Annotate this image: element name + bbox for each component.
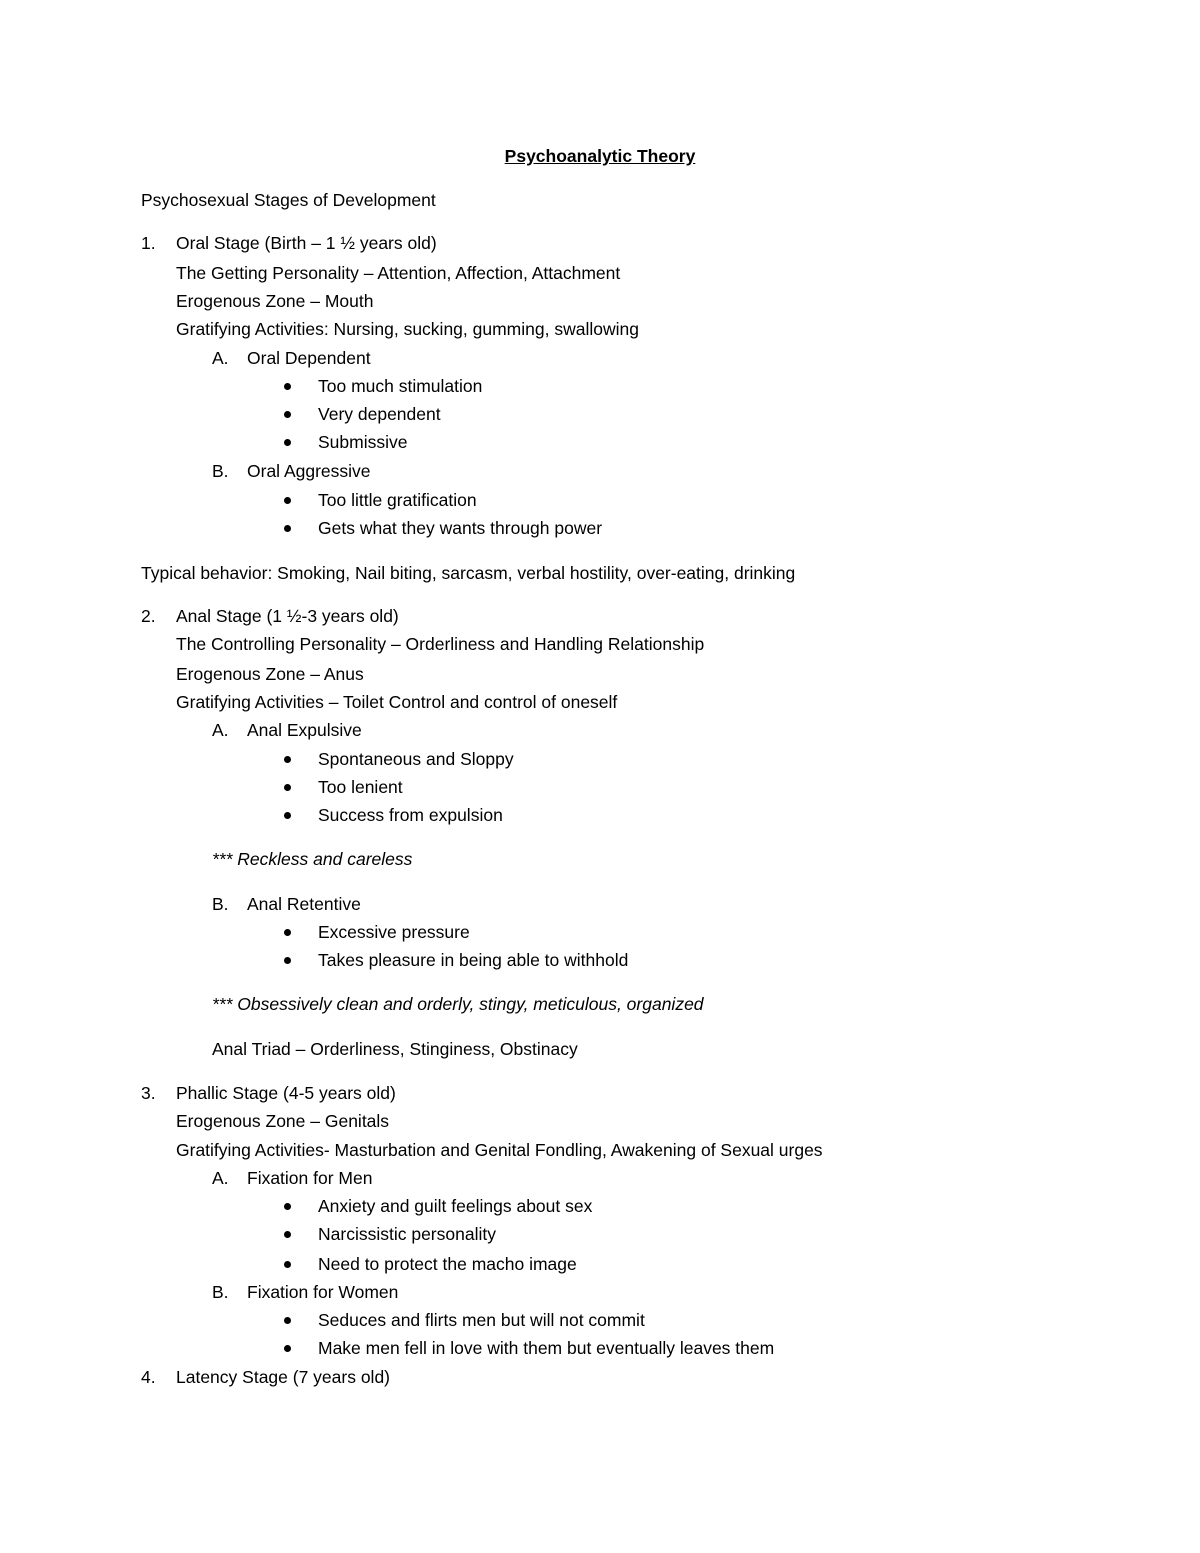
bullet-icon [284,812,291,819]
bullet-icon [284,1261,291,1268]
stage-detail: Erogenous Zone – Genitals [176,1111,390,1131]
page-title: Psychoanalytic Theory [504,146,696,166]
stage-detail: Erogenous Zone – Mouth [176,291,374,311]
list-item: Spontaneous and Sloppy [318,749,514,769]
list-item: Submissive [318,432,408,452]
bullet-icon [284,439,291,446]
bullet-icon [284,784,291,791]
typical-behavior-note: Typical behavior: Smoking, Nail biting, sarcasm, verbal hostility, over-eating, drinking [141,563,796,583]
subtype-label: Fixation for Men [247,1168,373,1188]
stage-heading: Anal Stage (1 ½-3 years old) [176,606,399,626]
subtype-note: *** Obsessively clean and orderly, stingy, meticulous, organized [212,994,704,1014]
stage-heading: Oral Stage (Birth – 1 ½ years old) [176,233,437,253]
subtype-label: Anal Retentive [247,894,361,914]
bullet-icon [284,929,291,936]
subtype-letter: B. [212,1282,229,1302]
list-item: Takes pleasure in being able to withhold [318,950,629,970]
subtype-letter: B. [212,461,229,481]
anal-triad: Anal Triad – Orderliness, Stinginess, Obstinacy [212,1039,578,1059]
bullet-icon [284,1317,291,1324]
bullet-icon [284,1203,291,1210]
list-item: Narcissistic personality [318,1224,496,1244]
bullet-icon [284,1231,291,1238]
stage-heading: Latency Stage (7 years old) [176,1367,391,1387]
list-item: Too little gratification [318,490,477,510]
list-item: Very dependent [318,404,441,424]
subtype-note: *** Reckless and careless [212,849,413,869]
bullet-icon [284,756,291,763]
bullet-icon [284,1345,291,1352]
stage-heading: Phallic Stage (4-5 years old) [176,1083,396,1103]
section-subtitle: Psychosexual Stages of Development [141,190,436,210]
subtype-label: Oral Dependent [247,348,371,368]
list-item: Success from expulsion [318,805,503,825]
subtype-label: Anal Expulsive [247,720,362,740]
list-item: Anxiety and guilt feelings about sex [318,1196,593,1216]
subtype-letter: A. [212,720,229,740]
stage-number: 3. [141,1083,156,1103]
stage-number: 1. [141,233,156,253]
subtype-letter: B. [212,894,229,914]
stage-number: 4. [141,1367,156,1387]
stage-detail: Gratifying Activities – Toilet Control and control of oneself [176,692,618,712]
list-item: Excessive pressure [318,922,470,942]
list-item: Gets what they wants through power [318,518,603,538]
stage-detail: The Controlling Personality – Orderliness and Handling Relationship [176,634,705,654]
bullet-icon [284,957,291,964]
stage-detail: Gratifying Activities: Nursing, sucking, gumming, swallowing [176,319,639,339]
bullet-icon [284,383,291,390]
list-item: Too lenient [318,777,403,797]
bullet-icon [284,525,291,532]
stage-number: 2. [141,606,156,626]
bullet-icon [284,497,291,504]
subtype-label: Oral Aggressive [247,461,371,481]
stage-detail: The Getting Personality – Attention, Affection, Attachment [176,263,621,283]
list-item: Need to protect the macho image [318,1254,577,1274]
subtype-letter: A. [212,348,229,368]
list-item: Too much stimulation [318,376,483,396]
list-item: Make men fell in love with them but eventually leaves them [318,1338,775,1358]
subtype-letter: A. [212,1168,229,1188]
stage-detail: Gratifying Activities- Masturbation and Genital Fondling, Awakening of Sexual urges [176,1140,823,1160]
bullet-icon [284,411,291,418]
subtype-label: Fixation for Women [247,1282,399,1302]
stage-detail: Erogenous Zone – Anus [176,664,364,684]
list-item: Seduces and flirts men but will not commit [318,1310,645,1330]
